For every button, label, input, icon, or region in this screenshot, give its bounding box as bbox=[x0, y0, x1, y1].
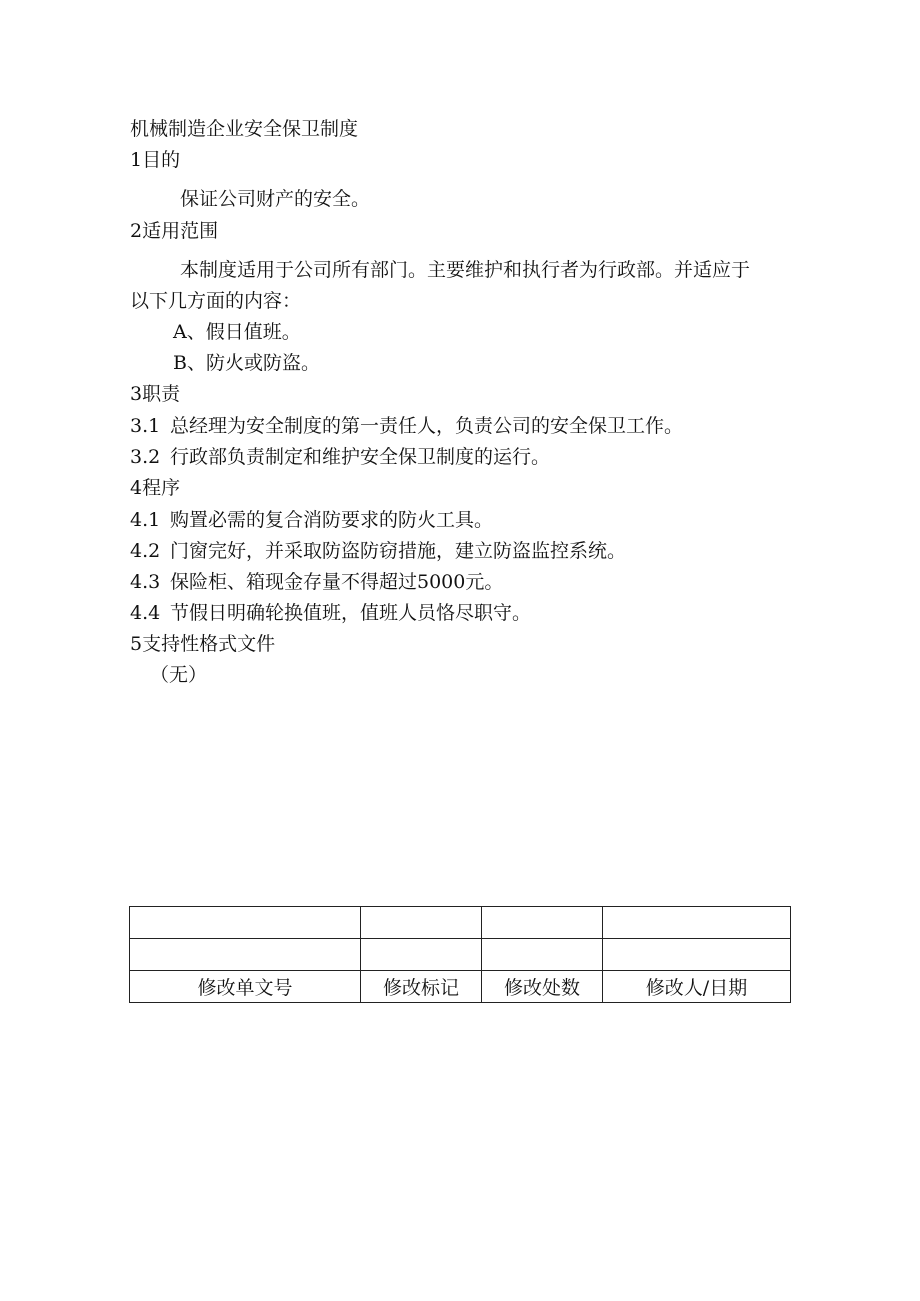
item-number: 3.1 bbox=[130, 415, 161, 437]
section-5-heading: 5支持性格式文件 bbox=[130, 633, 276, 655]
header-revision-count: 修改处数 bbox=[482, 971, 603, 1003]
table-cell bbox=[603, 939, 791, 971]
item-text: 购置必需的复合消防要求的防火工具。 bbox=[170, 509, 494, 531]
item-number: 4.3 bbox=[130, 571, 161, 593]
table-cell bbox=[130, 907, 361, 939]
section-4-item bbox=[130, 508, 493, 532]
item-text: 总经理为安全制度的第一责任人，负责公司的安全保卫工作。 bbox=[170, 415, 684, 437]
item-number: 4.4 bbox=[130, 602, 161, 624]
table-cell bbox=[130, 939, 361, 971]
section-3-heading: 3职责 bbox=[130, 383, 181, 405]
revision-table bbox=[129, 906, 791, 1003]
section-4-heading: 4程序 bbox=[130, 477, 181, 499]
item-number: 3.2 bbox=[130, 446, 161, 468]
section-2-body-line-2: 以下几方面的内容： bbox=[130, 290, 302, 312]
section-2-item-a: A、假日值班。 bbox=[173, 321, 301, 343]
section-4-item bbox=[130, 539, 626, 563]
table-cell bbox=[603, 907, 791, 939]
header-revision-doc-no: 修改单文号 bbox=[130, 971, 361, 1003]
table-row bbox=[130, 907, 791, 939]
item-text: 保险柜、箱现金存量不得超过5000元。 bbox=[170, 571, 504, 593]
item-text: 门窗完好，并采取防盗防窃措施，建立防盗监控系统。 bbox=[170, 540, 627, 562]
section-2-body-line-1: 本制度适用于公司所有部门。主要维护和执行者为行政部。并适应于 bbox=[180, 259, 751, 281]
table-cell bbox=[361, 939, 482, 971]
header-reviser-date: 修改人/日期 bbox=[603, 971, 791, 1003]
section-2-heading: 2适用范围 bbox=[130, 220, 219, 242]
section-3-item bbox=[130, 445, 550, 469]
table-row bbox=[130, 939, 791, 971]
section-1-body: 保证公司财产的安全。 bbox=[180, 188, 371, 210]
section-4-item bbox=[130, 601, 531, 625]
table-cell bbox=[482, 907, 603, 939]
table-cell bbox=[482, 939, 603, 971]
section-5-note: （无） bbox=[150, 664, 208, 686]
item-text: 节假日明确轮换值班，值班人员恪尽职守。 bbox=[170, 602, 532, 624]
item-number: 4.1 bbox=[130, 509, 161, 531]
item-number: 4.2 bbox=[130, 540, 161, 562]
table-cell bbox=[361, 907, 482, 939]
item-text: 行政部负责制定和维护安全保卫制度的运行。 bbox=[170, 446, 551, 468]
section-1-heading: 1目的 bbox=[130, 149, 181, 171]
header-revision-mark: 修改标记 bbox=[361, 971, 482, 1003]
document-title: 机械制造企业安全保卫制度 bbox=[130, 118, 359, 140]
section-3-item bbox=[130, 414, 683, 438]
section-2-item-b: B、防火或防盗。 bbox=[173, 352, 320, 374]
table-header-row bbox=[130, 971, 791, 1003]
section-4-item bbox=[130, 570, 503, 594]
